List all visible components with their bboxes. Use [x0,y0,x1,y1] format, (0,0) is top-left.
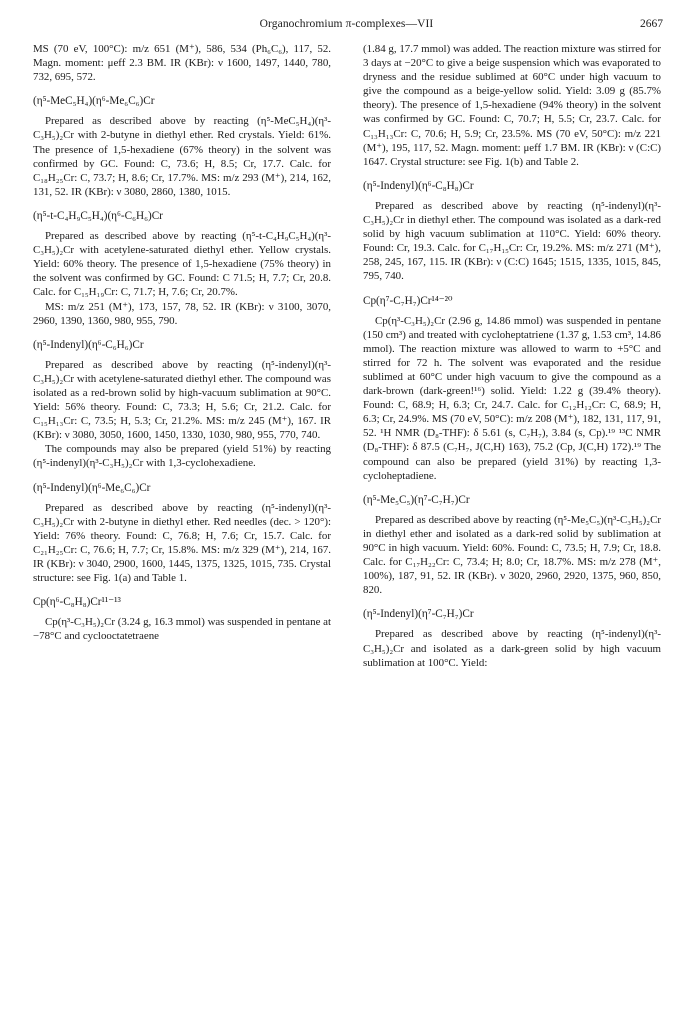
body-paragraph: Prepared as described above by reacting (η⁵-indenyl)(η³-C₃H₅)₂Cr with acetylene-saturated diethyl ether. The compound was isolated as a red-brown solid by high-vacuum sublimation at 90°C. Yield: 56% theory. Found: C, 73.3; H, 5.6; Cr, 21.2. Calc. for C₁₅H₁₃Cr: C, 73.5; H, 5.3; Cr, 21.2%. MS: m/z 245 (M⁺), 167. IR (KBr): ν 3080, 3050, 1600, 1450, 1330, 1030, 980, 955, 770, 740. [33,358,331,442]
body-paragraph: MS (70 eV, 100°C): m/z 651 (M⁺), 586, 534 (Ph₆C₆), 117, 52. Magn. moment: μeff 2.3 BM. IR (KBr): ν 1600, 1497, 1440, 780, 732, 695, 572. [33,43,331,84]
section-heading: (η⁵-Indenyl)(η⁶-C₆H₆)Cr [33,338,144,351]
section-heading: (η⁵-Indenyl)(η⁶-Me₆C₆)Cr [33,481,151,494]
section-heading: (η⁵-MeC₅H₄)(η⁶-Me₆C₆)Cr [33,95,155,108]
left-column [33,42,331,643]
body-paragraph: Prepared as described above by reacting (η⁵-Me₅C₅)(η³-C₃H₅)₂Cr in diethyl ether and isolated as a dark-red solid by sublimation at 90°C in high vacuum. Yield: 60%. Found: C, 73.5; H, 7.9; Cr, 18.8. Calc. for C₁₇H₂₂Cr: C, 73.4; H; 8.0; Cr, 18.7%. MS: m/z 278 (M⁺, 100%), 187, 91, 52. IR (KBr). ν 3020, 2960, 2920, 1375, 960, 850, 820. [363,513,661,597]
section-heading: Cp(η⁷-C₇H₇)Cr¹⁴⁻²⁰ [363,294,453,307]
body-paragraph: Cp(η³-C₃H₅)₂Cr (2.96 g, 14.86 mmol) was suspended in pentane (150 cm³) and treated with cycloheptatriene (1.37 g, 1.53 cm³, 14.86 mmol). The reaction mixture was allowed to warm to +5°C and stirred for 72 h. The solvent was evaporated and the residue sublimed at 60°C under high vacuum to give the compound as a dark-brown (dark-green!¹⁶) solid. Yield: 1.22 g (39.4% theory). Found: C, 68.9; H, 6.3; Cr, 24.7. Calc. for C₁₂H₁₂Cr: C, 68.9; H, 6.3; Cr, 24.9%. MS (70 eV, 50°C): m/z 208 (M⁺), 182, 131, 117, 91, 52. ¹H NMR (D₈-THF): δ 5.61 (s, C₇H₇), 3.84 (s, Cp).¹⁹ ¹³C NMR (D₈-THF): δ 87.5 (C₇H₇, J(C,H) 163), 75.2 (Cp, J(C,H) 172).¹⁹ The compound can also be prepared (yield 31%) by reacting 1,3-cycloheptadiene. [363,314,661,482]
body-paragraph: The compounds may also be prepared (yield 51%) by reacting (η⁵-indenyl)(η³-C₃H₅)₂Cr with 1,3-cyclohexadiene. [33,443,331,470]
section-heading: (η⁵-Me₅C₅)(η⁷-C₇H₇)Cr [363,493,470,506]
body-paragraph: Prepared as described above by reacting (η⁵-indenyl)(η³-C₃H₅)₂Cr and isolated as a dark-green solid by high vacuum sublimation at 100°C. Yield: [363,628,661,669]
body-paragraph: Prepared as described above by reacting (η⁵-indenyl)(η³-C₃H₅)₂Cr with 2-butyne in diethyl ether. Red needles (dec. > 120°): Yield: 76% theory. Found: C, 76.8; H, 7.6; Cr, 15.7. Calc. for C₂₁H₂₅Cr: C, 76.6; H, 7.7; Cr, 15.8%. MS: m/z 329 (M⁺), 214, 167. IR (KBr): ν 3040, 2900, 1600, 1445, 1375, 1325, 1015, 735. Crystal structure: see Fig. 1(a) and Table 1. [33,501,331,585]
section-heading: (η⁵-Indenyl)(η⁷-C₇H₇)Cr [363,608,474,621]
section-heading: (η⁵-Indenyl)(η⁶-C₈H₈)Cr [363,179,474,192]
running-title: Organochromium π-complexes—VII [259,18,434,30]
right-column [363,42,661,670]
body-paragraph: Prepared as described above by reacting (η⁵-t-C₄H₉C₅H₄)(η³-C₃H₅)₂Cr with acetylene-saturated diethyl ether. Yellow crystals. Yield: 60% theory. The presence of 1,5-hexadiene (75% theory) in the solvent was confirmed by GC. Found: C 71.5; H, 7.7; Cr, 20.8. Calc. for C₁₅H₁₉Cr: C, 71.7; H, 7.6; Cr, 20.7%. [33,230,331,299]
body-paragraph: Prepared as described above by reacting (η⁵-indenyl)(η³-C₃H₅)₂Cr in diethyl ether. The compound was isolated as a dark-red solid by high vacuum sublimation at 110°C. Yield: 60% theory. Found: Cr, 19.3. Calc. for C₁₇H₁₅Cr: Cr, 19.2%. MS: m/z 271 (M⁺), 258, 245, 167, 115. IR (KBr): ν (C:C) 1645; 1515, 1335, 1015, 845, 795, 740. [363,199,661,283]
page-number: 2667 [640,18,663,30]
body-paragraph: (1.84 g, 17.7 mmol) was added. The reaction mixture was stirred for 3 days at −20°C to give a beige suspension which was evaporated to dryness and the residue sublimed at 60°C under high vacuum to give the compound as a beige-yellow solid. Yield: 3.09 g (85.7% theory). The presence of 1,5-hexadiene (94% theory) in the solvent was confirmed by GC. Found: C, 70.7; H, 5.5; Cr, 23.7. Calc. for C₁₃H₁₃Cr: C, 70.6; H, 5.9; Cr, 23.5%. MS (70 eV, 50°C): m/z 221 (M⁺), 195, 117, 52. Magn. moment: μeff 1.7 BM. IR (KBr): ν (C:C) 1647. Crystal structure: see Fig. 1(b) and Table 2. [363,43,661,168]
page-header [0,0,693,36]
body-paragraph: Prepared as described above by reacting (η⁵-MeC₅H₄)(η³-C₃H₅)₂Cr with 2-butyne in diethyl ether. Red crystals. Yield: 61%. The presence of 1,5-hexadiene (67% theory) in the solvent was confirmed by GC. Found: C, 73.6; H, 8.5; Cr, 17.7. Calc. for C₁₈H₂₅Cr: C, 73.7; H, 8.6; Cr, 17.7%. MS: m/z 293 (M⁺), 214, 162, 131, 52. IR (KBr): ν 3080, 2860, 1380, 1015. [33,115,331,198]
section-heading: Cp(η⁶-C₈H₈)Cr¹¹⁻¹³ [33,596,121,609]
section-heading: (η⁵-t-C₄H₉C₅H₄)(η⁶-C₆H₆)Cr [33,209,163,222]
body-paragraph: Cp(η³-C₃H₅)₂Cr (3.24 g, 16.3 mmol) was suspended in pentane at −78°C and cyclooctatetraene [33,616,331,643]
body-paragraph: MS: m/z 251 (M⁺), 173, 157, 78, 52. IR (KBr): ν 3100, 3070, 2960, 1390, 1360, 980, 955, 790. [33,300,331,327]
